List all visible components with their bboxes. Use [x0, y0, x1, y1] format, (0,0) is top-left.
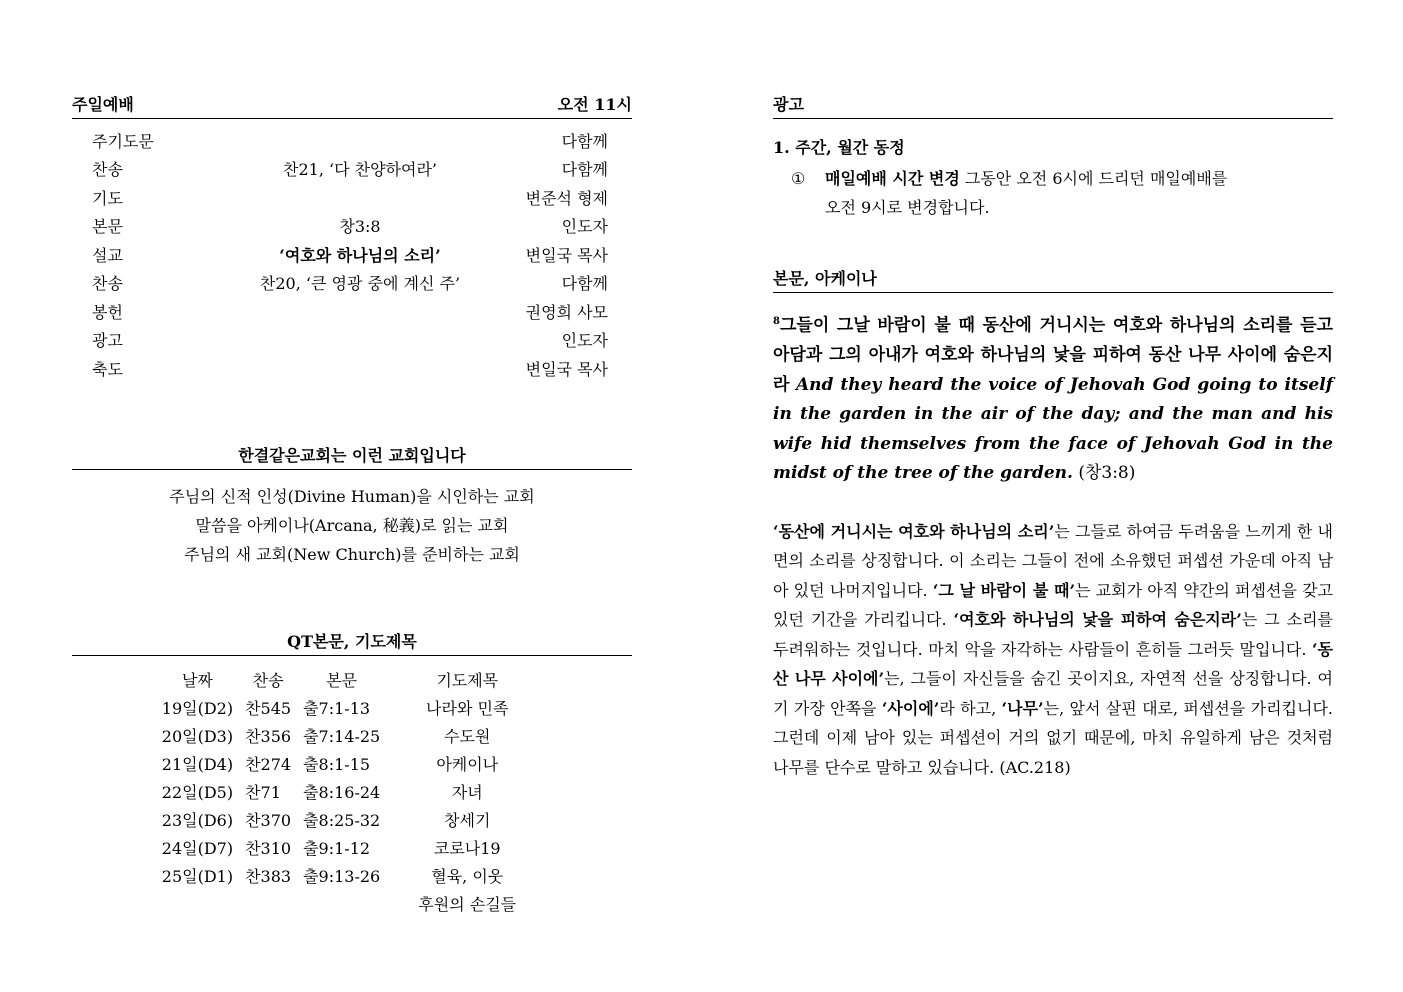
scripture-ref: (창3:8): [1078, 463, 1136, 484]
ads-sub-item: [791, 164, 1333, 222]
worship-leader: 다함께: [561, 274, 608, 294]
qt-text: 출7:14-25: [303, 727, 381, 746]
qt-date: 20일(D3): [161, 727, 234, 746]
qt-prayer: 창세기: [444, 811, 491, 830]
worship-leader: 권영희 사모: [525, 302, 608, 322]
worship-row: [72, 297, 632, 326]
expl-text: 라 하고,: [939, 698, 1002, 718]
worship-time: 오전 11시: [557, 95, 632, 114]
qt-date: 22일(D5): [161, 783, 234, 802]
qt-header: [72, 629, 632, 656]
qt-col-hymn: 찬송: [252, 671, 284, 690]
qt-hymn: 찬370: [245, 811, 292, 830]
qt-prayer: 혈육, 이웃: [431, 867, 504, 886]
worship-item: 봉헌: [92, 302, 123, 322]
qt-hymn: 찬356: [245, 727, 292, 746]
expl-text: 는, 그들이 자신들을 숨긴 곳이지요, 자연적 선을 상징합니다. 여기 가장 안쪽을: [773, 669, 1333, 718]
ads-header: [773, 92, 1333, 119]
table-row: [156, 722, 548, 750]
worship-row: [72, 183, 632, 212]
worship-row: [72, 240, 632, 269]
expl-text: 는, 앞서 살핀 대로, 퍼셉션을 가리킵니다. 그런데 이제 남아 있는 퍼셉션이 거의 없기 때문에, 마치 유일하게 남은 것처럼 나무를 단수로 말하고 있습니다. (AC.218): [773, 698, 1333, 777]
qt-prayer: 자녀: [451, 783, 483, 802]
qt-hymn: 찬383: [245, 867, 292, 886]
qt-prayer: 코로나19: [433, 839, 501, 858]
qt-text: 출8:1-15: [303, 755, 371, 774]
worship-order: [72, 126, 632, 383]
church-line: 주님의 새 교회(New Church)를 준비하는 교회: [184, 544, 520, 564]
ads-title: 광고: [773, 95, 804, 114]
qt-date: 19일(D2): [161, 699, 234, 718]
qt-text: 출9:1-12: [303, 839, 371, 858]
worship-header: [72, 92, 632, 119]
church-header: [72, 443, 632, 470]
explanation-text: [773, 517, 1333, 783]
worship-content: ‘여호와 하나님의 소리’: [279, 245, 441, 265]
worship-leader: 변준석 형제: [525, 188, 608, 208]
qt-hymn: 찬274: [245, 755, 292, 774]
qt-hymn: 찬71: [245, 783, 281, 802]
qt-text: 출8:16-24: [303, 783, 381, 802]
worship-item: 본문: [92, 217, 123, 237]
church-line: 주님의 신적 인성(Divine Human)을 시인하는 교회: [169, 486, 535, 506]
worship-item: 찬송: [92, 274, 123, 294]
expl-text: 는 그들로 하여금 두려움을 느끼게 한 내면의 소리를 상징합니다. 이 소리는 그들이 전에 소유했던 퍼셉션 가운데 아직 남아 있던 나머지입니다.: [773, 521, 1334, 600]
church-title: 한결같은교회는 이런 교회입니다: [238, 445, 466, 465]
worship-content: 찬21, ‘다 찬양하여라’: [283, 160, 437, 180]
qt-table: [156, 666, 548, 918]
worship-leader: 변일국 목사: [525, 245, 608, 265]
church-line: 말씀을 아케이나(Arcana, 秘義)로 읽는 교회: [195, 515, 509, 535]
expl-bold: ‘나무’: [1001, 698, 1044, 718]
qt-prayer: 수도원: [444, 727, 491, 746]
expl-bold: ‘그 날 바람이 불 때’: [932, 580, 1076, 600]
qt-title: QT본문, 기도제목: [287, 631, 417, 651]
worship-row: [72, 269, 632, 298]
scripture-header: [773, 266, 1333, 293]
worship-item: 기도: [92, 188, 123, 208]
expl-text: 는 그 소리를 두려워하는 것입니다. 마치 악을 자각하는 사람들이 흔히들 그러듯 말입니다.: [773, 610, 1334, 659]
worship-row: [72, 326, 632, 355]
expl-bold: ‘사이에’: [881, 698, 940, 718]
worship-row: [72, 126, 632, 155]
expl-text: 는 교회가 아직 약간의 퍼셉션을 갖고 있던 기간을 가리킵니다.: [773, 580, 1333, 630]
worship-row: [72, 155, 632, 184]
worship-row: [72, 212, 632, 241]
expl-bold: ‘동산 나무 사이에’: [773, 639, 1333, 689]
worship-content: 찬20, ‘큰 영광 중에 계신 주’: [259, 274, 461, 294]
worship-title: 주일예배: [72, 95, 134, 114]
table-row: [156, 694, 548, 722]
worship-item: 찬송: [92, 160, 123, 180]
ads-sub-text1: 그동안 오전 6시에 드리던 매일예배를: [959, 169, 1228, 188]
qt-prayer: 아케이나: [436, 755, 499, 774]
worship-row: [72, 354, 632, 383]
expl-bold: ‘여호와 하나님의 낯을 피하여 숨은지라’: [953, 610, 1242, 630]
qt-col-prayer: 기도제목: [436, 671, 499, 690]
worship-leader: 다함께: [561, 131, 608, 151]
worship-item: 설교: [92, 245, 123, 265]
qt-prayer: 나라와 민족: [426, 699, 509, 718]
table-row: [156, 862, 548, 890]
worship-item: 축도: [92, 359, 123, 379]
circled-one-marker: ①: [791, 169, 806, 188]
qt-hymn: 찬545: [245, 699, 292, 718]
expl-bold: ‘동산에 거니시는 여호와 하나님의 소리’: [773, 521, 1055, 541]
qt-text: 출8:25-32: [303, 811, 381, 830]
left-column: [72, 92, 632, 918]
qt-col-date: 날짜: [181, 671, 213, 690]
worship-leader: 인도자: [561, 331, 608, 351]
table-row: [156, 750, 548, 778]
scripture-title: 본문, 아케이나: [773, 269, 877, 288]
qt-date: 21일(D4): [161, 755, 234, 774]
table-row: [156, 834, 548, 862]
qt-text: 출9:13-26: [303, 867, 381, 886]
scripture-korean: 그들이 그날 바람이 불 때 동산에 거니시는 여호와 하나님의 소리를 듣고 아담과 그의 아내가 여호와 하나님의 낯을 피하여 동산 나무 사이에 숨은지라: [773, 315, 1333, 395]
qt-col-text: 본문: [326, 671, 358, 690]
scripture-text: [773, 307, 1333, 489]
qt-prayer-extra: 후원의 손길들: [418, 895, 517, 914]
table-row: [156, 806, 548, 834]
worship-leader: 다함께: [561, 160, 608, 180]
verse-number: 8: [773, 316, 780, 327]
worship-content: 창3:8: [339, 217, 381, 237]
worship-leader: 변일국 목사: [525, 359, 608, 379]
qt-text: 출7:1-13: [303, 699, 371, 718]
church-lines: [72, 482, 632, 569]
ads-sub-text2: 오전 9시로 변경합니다.: [825, 198, 990, 217]
qt-date: 24일(D7): [161, 839, 234, 858]
qt-date: 23일(D6): [161, 811, 234, 830]
worship-leader: 인도자: [561, 217, 608, 237]
worship-item: 주기도문: [92, 131, 154, 151]
worship-item: 광고: [92, 331, 123, 351]
qt-date: 25일(D1): [161, 867, 234, 886]
table-row: [156, 778, 548, 806]
table-row: [156, 890, 548, 918]
qt-hymn: 찬310: [245, 839, 292, 858]
scripture-english: And they heard the voice of Jehovah God going to itself in the garden in the air of the day; and the man and his wife hid themselves from the face of Jehovah God in the midst of the tree of the garden.: [773, 374, 1334, 484]
ads-sub-title: 매일예배 시간 변경: [825, 169, 960, 188]
ads-item-1: 1. 주간, 월간 동정: [773, 138, 905, 157]
right-column: [773, 92, 1333, 782]
